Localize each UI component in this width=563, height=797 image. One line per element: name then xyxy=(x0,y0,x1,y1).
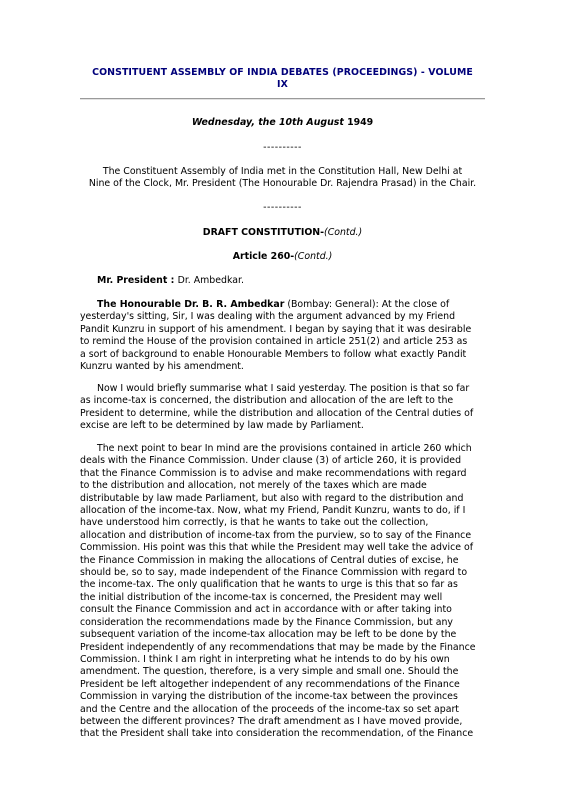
paragraph-line: and the Centre and the allocation of the proceeds of the income-tax so set apart xyxy=(80,703,459,715)
paragraph-line: distributable by law made Parliament, but also with regard to the distribution and xyxy=(80,492,464,504)
paragraph-line: President to determine, while the distribution and allocation of the Central duties of xyxy=(80,407,474,419)
paragraph-line: as income-tax is concerned, the distribution and allocation of the are left to the xyxy=(80,395,454,407)
intro-text xyxy=(80,166,485,191)
paragraph-line: Commission. I think I am right in interpreting what he intends to do by his own xyxy=(80,653,450,665)
paragraph-line: Pandit Kunzru in support of his amendment. I began by saying that it was desirable xyxy=(80,323,472,335)
paragraph-line: a sort of background to enable Honourable Members to follow what exactly Pandit xyxy=(80,348,467,360)
section-heading-text: DRAFT CONSTITUTION- xyxy=(202,227,325,238)
paragraph-line: excise are left to be determined by law made by Parliament. xyxy=(80,420,364,432)
paragraph-line: the income-tax. The only qualification that he wants to urge is this that so far as xyxy=(80,579,458,591)
ambedkar-paragraph xyxy=(80,299,486,373)
paragraph-line: President independently of any recommendations that may be made by the Finance xyxy=(80,641,476,653)
session-date xyxy=(80,117,485,129)
paragraph-line: have understood him correctly, is that he wants to take out the collection, xyxy=(80,517,429,529)
separator-2: ---------- xyxy=(263,202,302,213)
date-text: Wednesday, the 10th August xyxy=(191,117,348,128)
paragraph-line: to the distribution and allocation, not merely of the taxes which are made xyxy=(80,480,427,492)
speaker-name: Mr. President : xyxy=(97,275,178,286)
article-heading-text: Article 260- xyxy=(232,251,295,262)
paragraph-line: allocation and distribution of income-tax from the purview, so to say of the Finance xyxy=(80,529,472,541)
paragraph-line: allocation of the income-tax. Now, what my Friend, Pandit Kunzru, wants to do, if I xyxy=(80,505,466,517)
paragraph-line: President be left altogether independent of any recommendations of the Finance xyxy=(80,678,460,690)
section-heading-contd: (Contd.) xyxy=(324,227,363,238)
paragraph-line: The Honourable Dr. B. R. Ambedkar (Bombay: General): At the close of xyxy=(97,299,450,310)
summary-paragraph xyxy=(80,383,486,433)
paragraph-line: that the President shall take into consideration the recommendation, of the Finance xyxy=(80,728,474,740)
paragraph-line: should be, so to say, made independent of the Finance Commission with regard to xyxy=(80,567,468,579)
paragraph-line: Commission in varying the distribution of the income-tax between the provinces xyxy=(80,691,458,703)
section-heading xyxy=(80,227,485,239)
paragraph-line: subsequent variation of the income-tax allocation may be left to be done by the xyxy=(80,629,457,641)
finance-commission-paragraph xyxy=(80,443,486,741)
president-remark-line xyxy=(80,275,486,287)
date-year: 1949 xyxy=(347,117,374,128)
title-line-1: CONSTITUENT ASSEMBLY OF INDIA DEBATES (PROCEEDINGS) - VOLUME xyxy=(92,67,473,78)
title-divider xyxy=(80,98,485,100)
remark-text: Dr. Ambedkar. xyxy=(177,275,244,286)
paragraph-line: the Finance Commission in making the allocations of Central duties of excise, he xyxy=(80,554,459,566)
paragraph-line: Commission. His point was this that while the President may well take the advice of xyxy=(80,542,474,554)
paragraph-line: Now I would briefly summarise what I said yesterday. The position is that so far xyxy=(97,383,470,394)
paragraph-line: the initial distribution of the income-tax is concerned, the President may well xyxy=(80,591,443,603)
paragraph-line: Kunzru wanted by his amendment. xyxy=(80,361,244,373)
article-heading xyxy=(80,251,485,263)
paragraph-line: consult the Finance Commission and act in accordance with or after taking into xyxy=(80,604,452,616)
paragraph-line: yesterday's sitting, Sir, I was dealing with the argument advanced by my Friend xyxy=(80,311,456,323)
speaker-name: The Honourable Dr. B. R. Ambedkar xyxy=(97,299,285,310)
paragraph-line: that the Finance Commission is to advise and make recommendations with regard xyxy=(80,467,467,479)
paragraph-line: to remind the House of the provision contained in article 251(2) and article 253 as xyxy=(80,336,468,348)
intro-line-2: Nine of the Clock, Mr. President (The Honourable Dr. Rajendra Prasad) in the Chair. xyxy=(88,178,477,190)
president-remark xyxy=(80,275,486,287)
title-line-2: IX xyxy=(277,79,288,91)
article-heading-contd: (Contd.) xyxy=(294,251,333,262)
separator-1: ---------- xyxy=(263,142,302,153)
paragraph-line: The next point to bear In mind are the provisions contained in article 260 which xyxy=(97,443,472,454)
paragraph-line: consideration the recommendations made by the Finance Commission, but any xyxy=(80,616,453,628)
paragraph-line: deals with the Finance Commission. Under clause (3) of article 260, it is provided xyxy=(80,455,462,467)
paragraph-line: amendment. The question, therefore, is a very simple and small one. Should the xyxy=(80,666,459,678)
intro-line-1: The Constituent Assembly of India met in the Constitution Hall, New Delhi at xyxy=(102,166,463,177)
paragraph-line: between the different provinces? The draft amendment as I have moved provide, xyxy=(80,715,463,727)
page-title xyxy=(80,67,485,92)
